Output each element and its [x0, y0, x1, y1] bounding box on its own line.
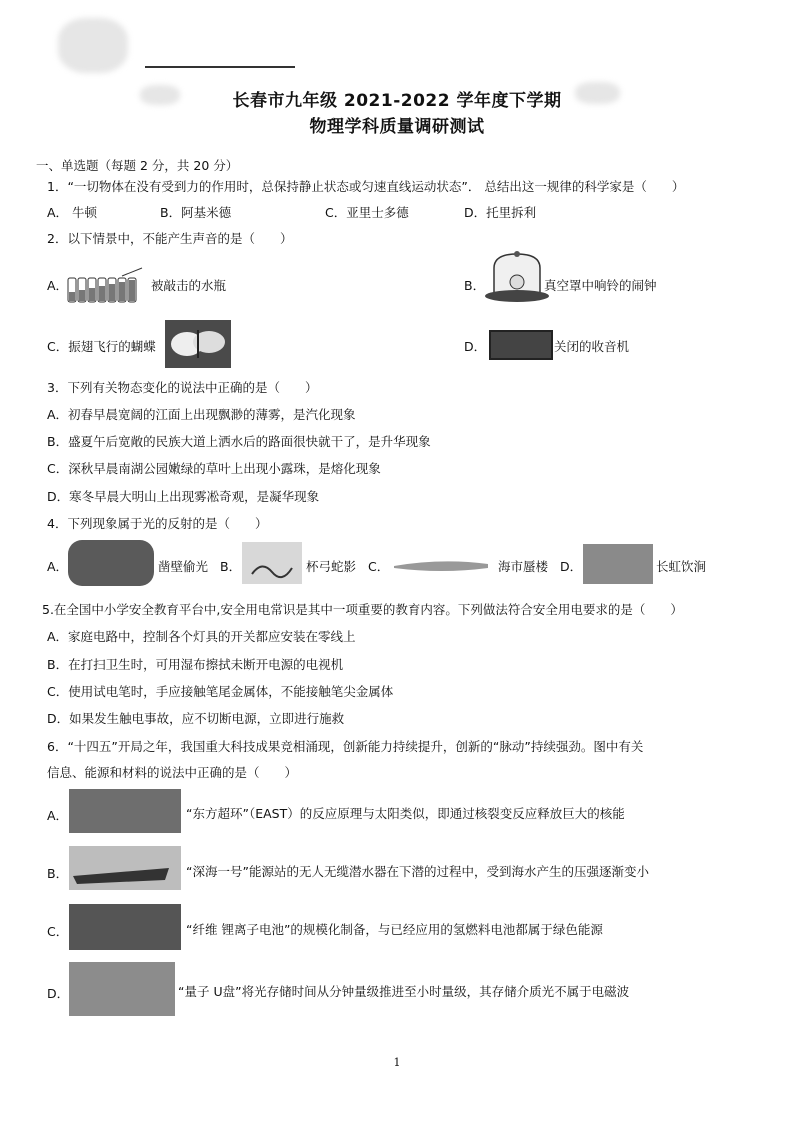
page-number: 1 [393, 1056, 401, 1069]
q2-option-a: A． [47, 278, 69, 293]
q6-caption-d: “量子 U盘”将光存储时间从分钟量级推进至小时量级，其存储介质光不属于电磁波 [178, 984, 630, 999]
q6-caption-b: “深海一号”能源站的无人无缆潜水器在下潜的过程中，受到海水产生的压强逐渐变小 [186, 864, 649, 879]
q3-option-d: D．寒冬早晨大明山上出现雾凇奇观，是凝华现象 [47, 489, 320, 504]
question-4-stem: 4．下列现象属于光的反射的是（ ） [47, 516, 268, 531]
q1-option-a: A． 牛顿 [47, 205, 98, 220]
header-rule [145, 66, 295, 68]
quantum-usb-image [69, 962, 175, 1016]
question-5-stem: 5.在全国中小学安全教育平台中,安全用电常识是其中一项重要的教育内容。下列做法符合安全用电要求的是（ ） [42, 602, 683, 617]
q2-option-c: C．振翅飞行的蝴蝶 [47, 339, 156, 354]
rainbow-image [583, 544, 653, 584]
q1-option-b: B．阿基米德 [160, 205, 232, 220]
q5-option-d: D．如果发生触电事故，应不切断电源，立即进行施救 [47, 711, 345, 726]
q4-option-a: A． [47, 559, 69, 574]
butterfly-image [165, 320, 231, 368]
scan-smudge [58, 18, 128, 73]
q4-caption-b: 杯弓蛇影 [306, 559, 357, 574]
q2-caption-b: 真空罩中响铃的闹钟 [544, 278, 657, 293]
q4-caption-d: 长虹饮涧 [656, 559, 707, 574]
bell-jar-clock-image [484, 250, 550, 304]
q4-caption-a: 凿壁偷光 [158, 559, 209, 574]
q5-option-c: C．使用试电笔时，手应接触笔尾金属体，不能接触笔尖金属体 [47, 684, 394, 699]
q6-option-d: D． [47, 986, 70, 1001]
q5-option-a: A．家庭电路中，控制各个灯具的开关都应安装在零线上 [47, 629, 356, 644]
q3-option-a: A．初春早晨宽阔的江面上出现飘渺的薄雾，是汽化现象 [47, 407, 356, 422]
cup-bow-image [242, 542, 302, 584]
q4-option-d: D． [560, 559, 583, 574]
q2-option-b: B． [464, 278, 486, 293]
q4-option-b: B． [220, 559, 242, 574]
q1-option-c: C．亚里士多德 [325, 205, 409, 220]
section-heading: 一、单选题（每题 2 分，共 20 分） [36, 158, 239, 173]
q6-option-c: C． [47, 924, 69, 939]
q2-option-d: D． [464, 339, 487, 354]
deep-sea-platform-image [69, 846, 181, 890]
q6-option-b: B． [47, 866, 69, 881]
q3-option-c: C．深秋早晨南湖公园嫩绿的草叶上出现小露珠，是熔化现象 [47, 461, 381, 476]
q6-option-a: A． [47, 808, 69, 823]
q2-caption-d: 关闭的收音机 [554, 339, 630, 354]
q4-caption-c: 海市蜃楼 [498, 559, 549, 574]
east-tokamak-image [69, 789, 181, 833]
question-1-stem: 1．“一切物体在没有受到力的作用时，总保持静止状态或匀速直线运动状态”． 总结出这一规律的科学家是（ ） [47, 179, 685, 194]
q1-option-d: D．托里拆利 [464, 205, 537, 220]
q3-option-b: B．盛夏午后宽敞的民族大道上洒水后的路面很快就干了，是升华现象 [47, 434, 431, 449]
fiber-battery-image [69, 904, 181, 950]
q4-option-c: C． [368, 559, 390, 574]
q2-caption-a: 被敲击的水瓶 [151, 278, 227, 293]
page-title: 长春市九年级 2021-2022 学年度下学期 [232, 91, 562, 111]
water-bottles-image [66, 266, 146, 306]
question-6-stem: 6．“十四五”开局之年，我国重大科技成果竞相涌现，创新能力持续提升，创新的“脉动”持续强劲。图中有关 [47, 739, 644, 754]
q5-option-b: B．在打扫卫生时，可用湿布擦拭未断开电源的电视机 [47, 657, 344, 672]
radio-image [489, 330, 553, 360]
candlelight-image [68, 540, 154, 586]
question-2-stem: 2．以下情景中，不能产生声音的是（ ） [47, 231, 293, 246]
page-subtitle: 物理学科质量调研测试 [309, 117, 485, 137]
q6-caption-a: “东方超环”（EAST）的反应原理与太阳类似，即通过核裂变反应释放巨大的核能 [186, 806, 625, 821]
question-3-stem: 3．下列有关物态变化的说法中正确的是（ ） [47, 380, 318, 395]
q6-caption-c: “纤维 锂离子电池”的规模化制备，与已经应用的氢燃料电池都属于绿色能源 [186, 922, 603, 937]
mirage-image [392, 552, 492, 576]
question-6-stem-cont: 信息、能源和材料的说法中正确的是（ ） [47, 765, 298, 780]
